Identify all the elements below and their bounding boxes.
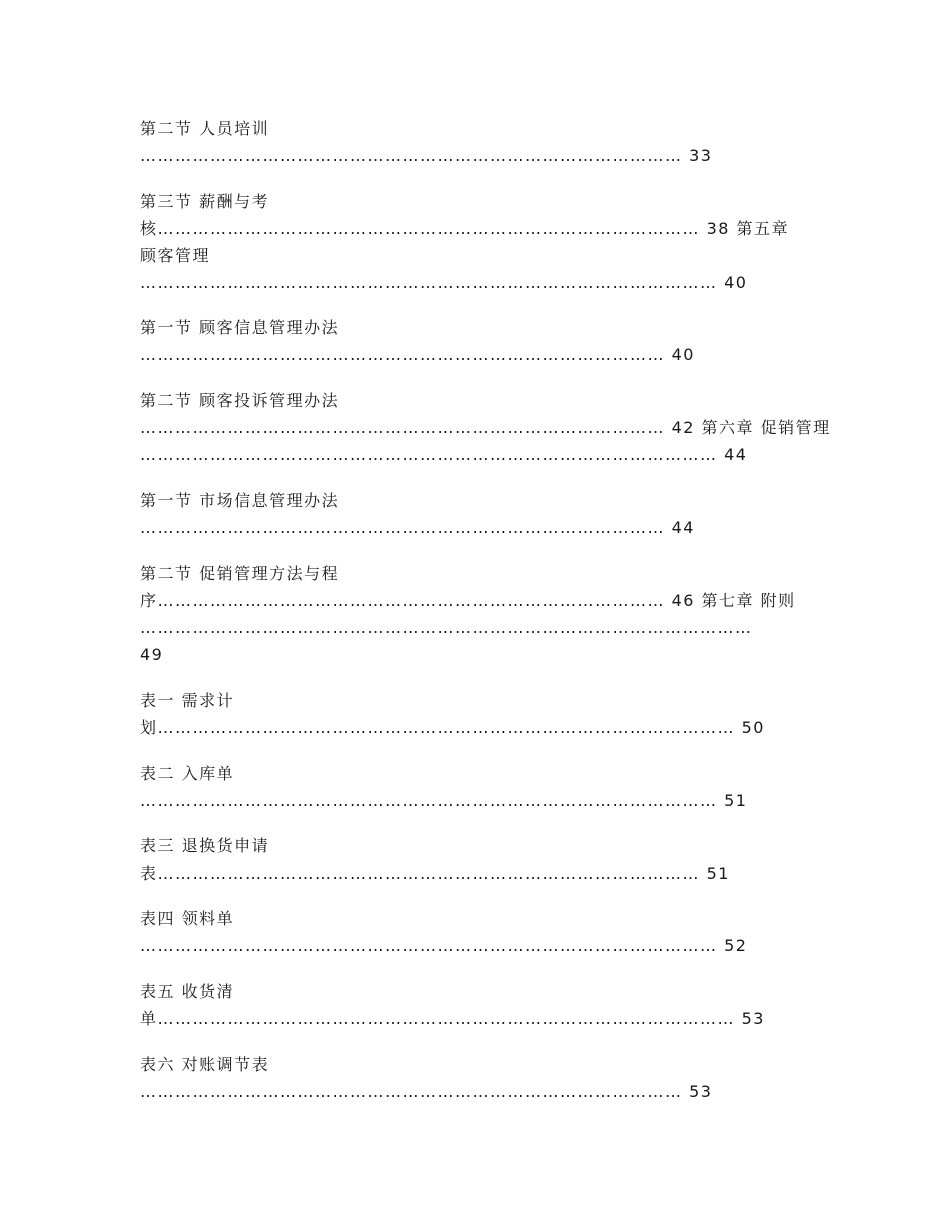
toc-heading-table-2: 表二 入库单: [140, 764, 235, 783]
toc-heading-table-1: 表一 需求计: [140, 691, 235, 710]
toc-heading-market-info: 第一节 市场信息管理办法: [140, 491, 340, 510]
toc-leader-53b: ………………………………………………………………………………… 53: [140, 1082, 713, 1101]
toc-heading-table-6: 表六 对账调节表: [140, 1055, 270, 1074]
toc-leader-42-chapter-6: ……………………………………………………………………………… 42 第六章 促销管理: [140, 418, 831, 437]
toc-leader-44b: ……………………………………………………………………………… 44: [140, 518, 695, 537]
toc-leader-50: 划……………………………………………………………………………………… 50: [140, 718, 765, 737]
toc-leader-51b: 表………………………………………………………………………………… 51: [140, 864, 730, 883]
toc-leader-appendix: ……………………………………………………………………………………………: [140, 618, 753, 637]
toc-leader-44: ……………………………………………………………………………………… 44: [140, 445, 748, 464]
toc-heading-section-2-training: 第二节 人员培训: [140, 119, 270, 138]
toc-leader-40b: ……………………………………………………………………………… 40: [140, 345, 695, 364]
toc-heading-section-3-salary: 第三节 薪酬与考: [140, 192, 270, 211]
toc-heading-table-4: 表四 领料单: [140, 909, 235, 928]
toc-heading-table-3: 表三 退换货申请: [140, 836, 270, 855]
toc-heading-promotion-methods: 第二节 促销管理方法与程: [140, 564, 340, 583]
toc-heading-customer-info: 第一节 顾客信息管理办法: [140, 318, 340, 337]
toc-leader-33: ………………………………………………………………………………… 33: [140, 146, 713, 165]
toc-leader-38-chapter-5: 核………………………………………………………………………………… 38 第五章: [140, 219, 790, 238]
toc-heading-table-5: 表五 收货清: [140, 982, 235, 1001]
toc-leader-46-chapter-7: 序…………………………………………………………………………… 46 第七章 附则: [140, 591, 796, 610]
toc-leader-40: ……………………………………………………………………………………… 40: [140, 273, 748, 292]
toc-heading-customer-management: 顾客管理: [140, 246, 211, 265]
toc-leader-52: ……………………………………………………………………………………… 52: [140, 936, 748, 955]
toc-page-49: 49: [140, 645, 164, 664]
toc-leader-53: 单……………………………………………………………………………………… 53: [140, 1009, 765, 1028]
toc-heading-customer-complaint: 第二节 顾客投诉管理办法: [140, 391, 340, 410]
toc-leader-51: ……………………………………………………………………………………… 51: [140, 791, 748, 810]
